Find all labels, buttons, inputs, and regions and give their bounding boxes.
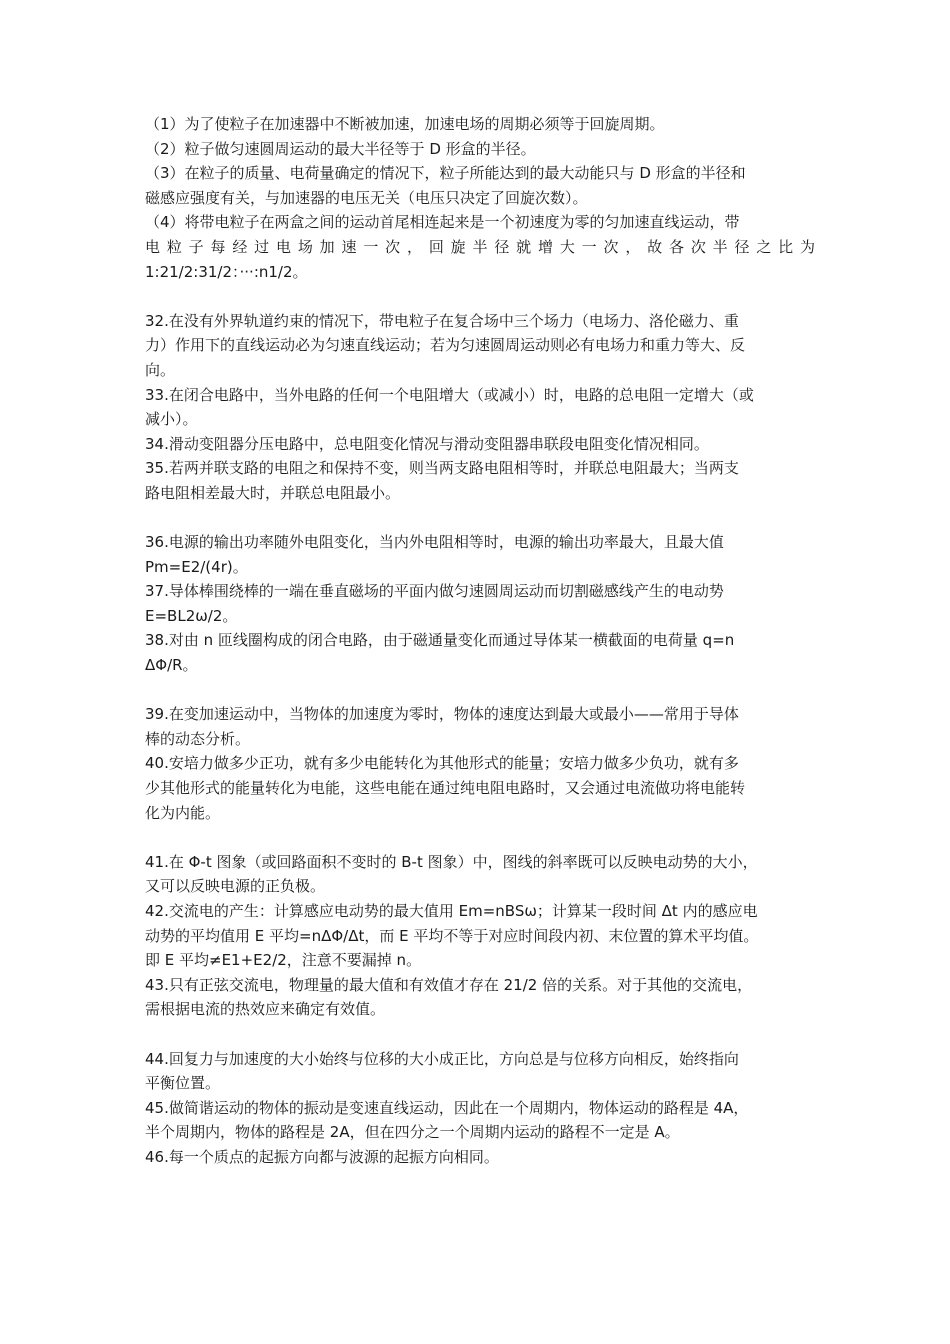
text-line: 化为内能。 <box>145 803 221 822</box>
paragraph-gap <box>145 1022 815 1047</box>
document-body <box>145 112 815 1170</box>
text-line: Pm=E2/(4r)。 <box>145 557 248 576</box>
paragraph-gap <box>145 825 815 850</box>
text-line: 电粒子每经过电场加速一次，回旋半径就增大一次，故各次半径之比为 <box>145 237 815 256</box>
text-line: 39.在变加速运动中，当物体的加速度为零时，物体的速度达到最大或最小——常用于导体 <box>145 705 739 724</box>
text-line: 37.导体棒围绕棒的一端在垂直磁场的平面内做匀速圆周运动而切割磁感线产生的电动势 <box>145 582 724 601</box>
text-line: 34.滑动变阻器分压电路中，总电阻变化情况与滑动变阻器串联段电阻变化情况相同。 <box>145 434 709 453</box>
text-line: 磁感应强度有关，与加速器的电压无关（电压只决定了回旋次数）。 <box>145 188 588 207</box>
text-line: 42.交流电的产生：计算感应电动势的最大值用 Em=nBSω；计算某一段时间 Δt 内的感应电 <box>145 902 758 920</box>
text-line: 平衡位置。 <box>145 1074 221 1093</box>
text-line: （2）粒子做匀速圆周运动的最大半径等于 D 形盒的半径。 <box>145 139 536 158</box>
text-line: 41.在 Φ-t 图象（或回路面积不变时的 B-t 图象）中，图线的斜率既可以反映电动势的大小， <box>145 852 758 871</box>
text-line: 40.安培力做多少正功，就有多少电能转化为其他形式的能量；安培力做多少负功，就有多 <box>145 754 739 773</box>
text-line: 向。 <box>145 360 176 379</box>
text-line: 35.若两并联支路的电阻之和保持不变，则当两支路电阻相等时，并联总电阻最大；当两支 <box>145 459 739 478</box>
text-line: 45.做简谐运动的物体的振动是变速直线运动，因此在一个周期内，物体运动的路程是 4A， <box>145 1098 749 1117</box>
text-line: 44.回复力与加速度的大小始终与位移的大小成正比，方向总是与位移方向相反，始终指向 <box>145 1049 739 1068</box>
text-line: 1:21/2:31/2：···:n1/2。 <box>145 262 308 281</box>
text-line: 力）作用下的直线运动必为匀速直线运动；若为匀速圆周运动则必有电场力和重力等大、反 <box>145 336 746 355</box>
text-line: ΔΦ/R。 <box>145 656 198 675</box>
paragraph-gap <box>145 678 815 703</box>
text-line: 又可以反映电源的正负极。 <box>145 877 326 896</box>
text-line: 38.对由 n 匝线圈构成的闭合电路，由于磁通量变化而通过导体某一横截面的电荷量 q=n <box>145 631 735 650</box>
text-line: （3）在粒子的质量、电荷量确定的情况下，粒子所能达到的最大动能只与 D 形盒的半径和 <box>145 164 746 183</box>
text-line: 即 E 平均≠E1+E2/2，注意不要漏掉 n。 <box>145 951 422 970</box>
text-line: 减小）。 <box>145 410 198 429</box>
text-line: （1）为了使粒子在加速器中不断被加速，加速电场的周期必须等于回旋周期。 <box>145 115 665 133</box>
text-line: E=BL2ω/2。 <box>145 606 238 625</box>
text-line: 棒的动态分析。 <box>145 729 251 748</box>
text-line: 路电阻相差最大时，并联总电阻最小。 <box>145 483 401 502</box>
text-line: （4）将带电粒子在两盒之间的运动首尾相连起来是一个初速度为零的匀加速直线运动，带 <box>145 213 740 232</box>
text-line: 32.在没有外界轨道约束的情况下，带电粒子在复合场中三个场力（电场力、洛伦磁力、重 <box>145 311 739 330</box>
text-line: 需根据电流的热效应来确定有效值。 <box>145 1000 386 1019</box>
paragraph-gap <box>145 506 815 531</box>
paragraph-gap <box>145 284 815 309</box>
text-line: 46.每一个质点的起振方向都与波源的起振方向相同。 <box>145 1147 499 1166</box>
text-line: 33.在闭合电路中，当外电路的任何一个电阻增大（或减小）时，电路的总电阻一定增大（或 <box>145 385 754 404</box>
text-line: 半个周期内，物体的路程是 2A，但在四分之一个周期内运动的路程不一定是 A。 <box>145 1123 680 1142</box>
text-line: 少其他形式的能量转化为电能，这些电能在通过纯电阻电路时，又会通过电流做功将电能转 <box>145 779 746 798</box>
text-line: 36.电源的输出功率随外电阻变化，当内外电阻相等时，电源的输出功率最大，且最大值 <box>145 533 724 552</box>
text-line: 动势的平均值用 E 平均=nΔΦ/Δt，而 E 平均不等于对应时间段内初、末位置的算术平均值。 <box>145 926 759 945</box>
text-line: 43.只有正弦交流电，物理量的最大值和有效值才存在 21/2 倍的关系。对于其他的交流电， <box>145 975 753 994</box>
